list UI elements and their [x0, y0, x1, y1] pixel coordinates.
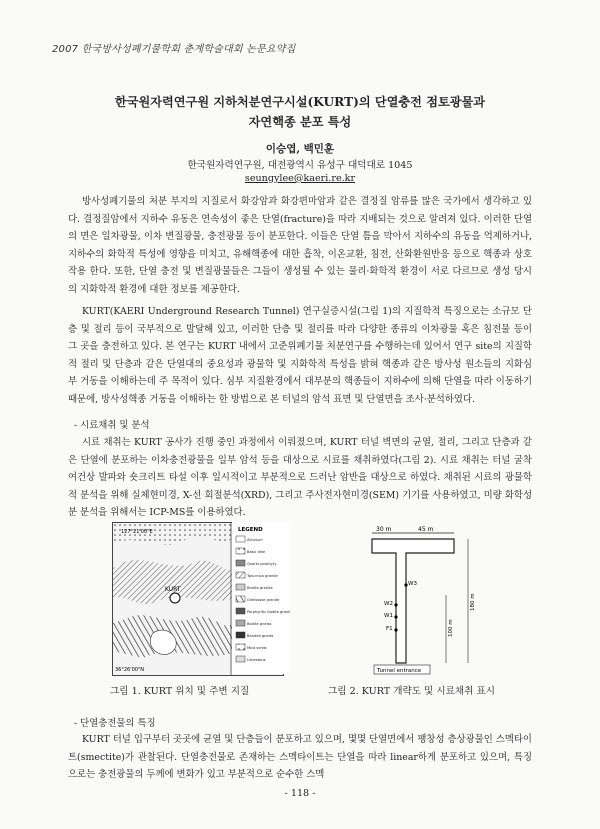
figure-1-caption: 그림 1. KURT 위치 및 주변 지질: [110, 686, 250, 697]
paragraph-fracture-fill: KURT 터널 입구부터 곳곳에 균열 및 단층들이 분포하고 있으며, 몇몇 단열면에서 팽창성 층상광물인 스멕타이트(smectite)가 관찰된다. 단열충전물로 존재하는 스멕타이트는 단열을 따라 linear하게 분포하고 있으며, 특징으로는 충전광물의 두께에 변화가 있고 부분적으로 순수한 스멕: [68, 734, 532, 780]
legend-item: Quartz porphyry: [247, 562, 277, 566]
legend-item: Limestone: [247, 658, 266, 662]
legend-item: Mica schist: [247, 646, 267, 650]
dimension-45m: 45 m: [418, 526, 434, 533]
legend-item: Biotite granite: [247, 586, 273, 590]
sample-f1: F1: [386, 626, 393, 632]
paragraph-sampling: 시료 채취는 KURT 공사가 진행 중인 과정에서 이뤄졌으며, KURT 터널 벽면의 균열, 절리, 그리고 단층과 같은 단열에 분포하는 이차충전광물을 일부 암석 등을 대상으로 시료를 채취하였다(그림 2). 시료 채취는 터널 굴착 여건상 발파와 숏크리트 타설 이후 일시적이고 부분적으로 드러난 암반을 대상으로 하였다. 채취된 시료의 광물학적 분석을 위해 실체현미경, X-선 회절분석(XRD), 그리고 주사전자현미경(SEM) 기기를 사용하였고, 미량 화학성분 분석을 위해서는 ICP-MS를 이용하였다.: [68, 437, 532, 518]
proceedings-header: 2007 한국방사성폐기물학회 춘계학술대회 논문요약집: [52, 44, 296, 55]
sample-w1: W1: [384, 613, 393, 619]
sample-w2: W2: [384, 601, 393, 607]
sample-w3: W3: [408, 581, 417, 587]
figure-2-tunnel-schematic: [350, 525, 490, 677]
tunnel-entrance-label: Tunnel entrance: [377, 668, 422, 674]
longitude-label: 127°21'00"E: [121, 529, 153, 535]
figure-2-caption: 그림 2. KURT 개략도 및 시료채취 표시: [328, 686, 496, 697]
figure-1-legend: [232, 522, 290, 674]
legend-item: Two-mica granite: [247, 574, 278, 578]
authors: 이승엽, 백민훈: [265, 143, 335, 155]
legend-item: Banded gneiss: [247, 634, 274, 638]
paragraph-kurt: KURT(KAERI Underground Research Tunnel) 연구실증시설(그림 1)의 지질학적 특징으로는 소규모 단층 및 절리 등이 국부적으로 발달해 있고, 이러한 단층 및 절리를 따라 다양한 종류의 이차광물 혹은 침전물 등이 그 곳을 충전하고 있다. 본 연구는 KURT 내에서 고준위폐기물 처분연구를 수행하는데 있어서 연구 site의 지질학적 절리 및 단층과 같은 단열대의 중요성과 광물학 및 지화학적 특성을 밝혀 핵종과 같은 방사성 원소들의 지화심부 거동을 이해하는데 주 목적이 있다. 심부 지질환경에서 대부분의 핵종들이 지하수에 의해 단열을 따라 이동하기 때문에, 방사성핵종 거동을 이해하는 한 방법으로 본 터널의 암석 표면 및 단열면을 조사·분석하였다.: [68, 306, 532, 405]
legend-item: Porphyritic biotite granite: [247, 610, 290, 614]
tunnel-graphic: [350, 525, 490, 677]
length-100m: 100 m: [448, 619, 454, 637]
legend-item: Basic dike: [247, 550, 266, 554]
legend-graphic: [232, 522, 290, 674]
title-line-1: 한국원자력연구원 지하처분연구시설(KURT)의 단열충전 점토광물과: [114, 95, 486, 109]
paragraph-intro: 방사성폐기물의 처분 부지의 지질로서 화강암과 화강편마암과 같은 결정질 암류를 많은 국가에서 생각하고 있다. 결정질암에서 지하수 유동은 연속성이 좋은 단열(fracture)을 따라 지배되는 것으로 알려져 있다. 이러한 단열의 면은 일차광물, 이차 변질광물, 충전광물 등이 분포한다. 이들은 단열 틈을 막아서 지하수의 유동을 억제하거나, 지하수의 화학적 특성에 영향을 미치고, 유해핵종에 대한 흡착, 이온교환, 침전, 산화환원반응 등으로 핵종과 상호작용 한다. 또한, 단열 충전 및 변질광물들은 그들이 생성될 수 있는 물리·화학적 환경이 서로 다르므로 생성 당시의 지화학적 환경에 대한 정보를 제공한다.: [68, 196, 532, 295]
legend-title: LEGEND: [238, 527, 263, 533]
page-number: - 118 -: [284, 788, 316, 799]
section-heading-fracture-fill: - 단열충전물의 특징: [74, 718, 156, 729]
dimension-30m: 30 m: [376, 526, 392, 533]
section-heading-sampling: - 시료채취 및 분석: [74, 420, 150, 431]
latitude-label: 36°26'00"N: [115, 667, 145, 673]
paper-title: [60, 92, 540, 132]
legend-item: Biotite gneiss: [247, 622, 272, 626]
length-180m: 180 m: [470, 593, 476, 611]
legend-item: Alluvium: [247, 538, 263, 542]
title-line-2: 자연핵종 분포 특성: [248, 115, 352, 129]
email-address[interactable]: seungylee@kaeri.re.kr: [244, 173, 356, 184]
affiliation: 한국원자력연구원, 대전광역시 유성구 대덕대로 1045: [187, 160, 413, 171]
kurt-map-label: KURT: [165, 586, 181, 593]
email: [0, 173, 600, 184]
legend-item: Gneissose granite: [247, 598, 280, 602]
